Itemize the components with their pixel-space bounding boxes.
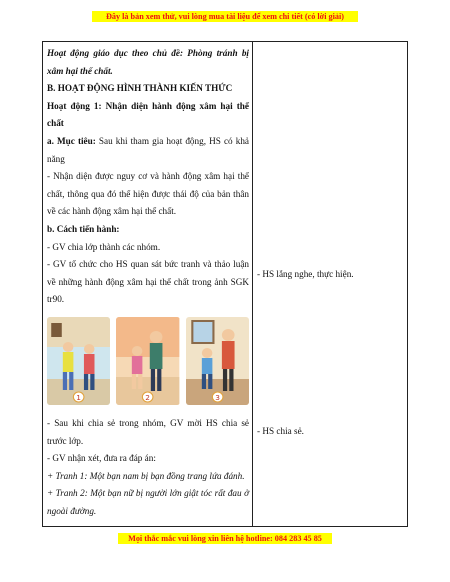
lesson-table <box>42 41 408 527</box>
activity-1-heading: Hoạt động 1: Nhận diện hành động xâm hại thể chất <box>47 100 249 129</box>
section-b-heading: B. HOẠT ĐỘNG HÌNH THÀNH KIẾN THỨC <box>47 83 233 94</box>
student-response-2: - HS chia sẻ. <box>257 426 304 436</box>
goal-text: Sau khi tham gia hoạt động, HS có khả năng <box>47 135 249 164</box>
method-label: b. Cách tiến hành: <box>47 223 120 234</box>
goal-label: a. Mục tiêu: <box>47 135 96 146</box>
intro-text: Hoạt động giáo dục theo chủ đề: Phòng tránh bị xâm hại thể chất. <box>47 48 249 76</box>
illustration-3 <box>186 317 249 405</box>
answer-2: + Tranh 2: Một bạn nữ bị người lớn giật tóc rất đau ở ngoài đường. <box>47 488 249 516</box>
illustration-number-2: 2 <box>145 393 151 402</box>
hotline-banner: Mọi thắc mắc vui lòng xin liên hệ hotline: 084 283 45 85 <box>118 533 332 544</box>
step-1: - GV chia lớp thành các nhóm. <box>47 241 161 252</box>
step-2: - GV tổ chức cho HS quan sát bức tranh và thảo luận về những hành động xâm hại thể chất trong ảnh SGK tr90. <box>47 259 249 305</box>
illustration-1 <box>47 317 110 405</box>
preview-banner: Đây là bản xem thử, vui lòng mua tài liệu để xem chi tiết (có lời giải) <box>92 11 358 22</box>
student-response-1: - HS lắng nghe, thực hiện. <box>257 269 354 279</box>
step-3: - Sau khi chia sẻ trong nhóm, GV mời HS chia sẻ trước lớp. <box>47 417 249 446</box>
step-4: - GV nhận xét, đưa ra đáp án: <box>47 453 156 464</box>
goal-item: - Nhận diện được nguy cơ và hành động xâm hại thể chất, thông qua đó thể hiện được thái độ của bản thân về các hành động xâm hại thể chất. <box>47 171 249 217</box>
illustration-2 <box>116 317 179 405</box>
teacher-activities-column <box>47 45 249 520</box>
column-divider <box>252 42 253 526</box>
answer-1: + Tranh 1: Một bạn nam bị bạn đồng trang lứa đánh. <box>47 470 245 481</box>
goal-paragraph <box>47 133 249 168</box>
illustration-strip <box>47 317 249 405</box>
illustration-number-3: 3 <box>214 393 220 402</box>
illustration-number-1: 1 <box>76 393 82 402</box>
